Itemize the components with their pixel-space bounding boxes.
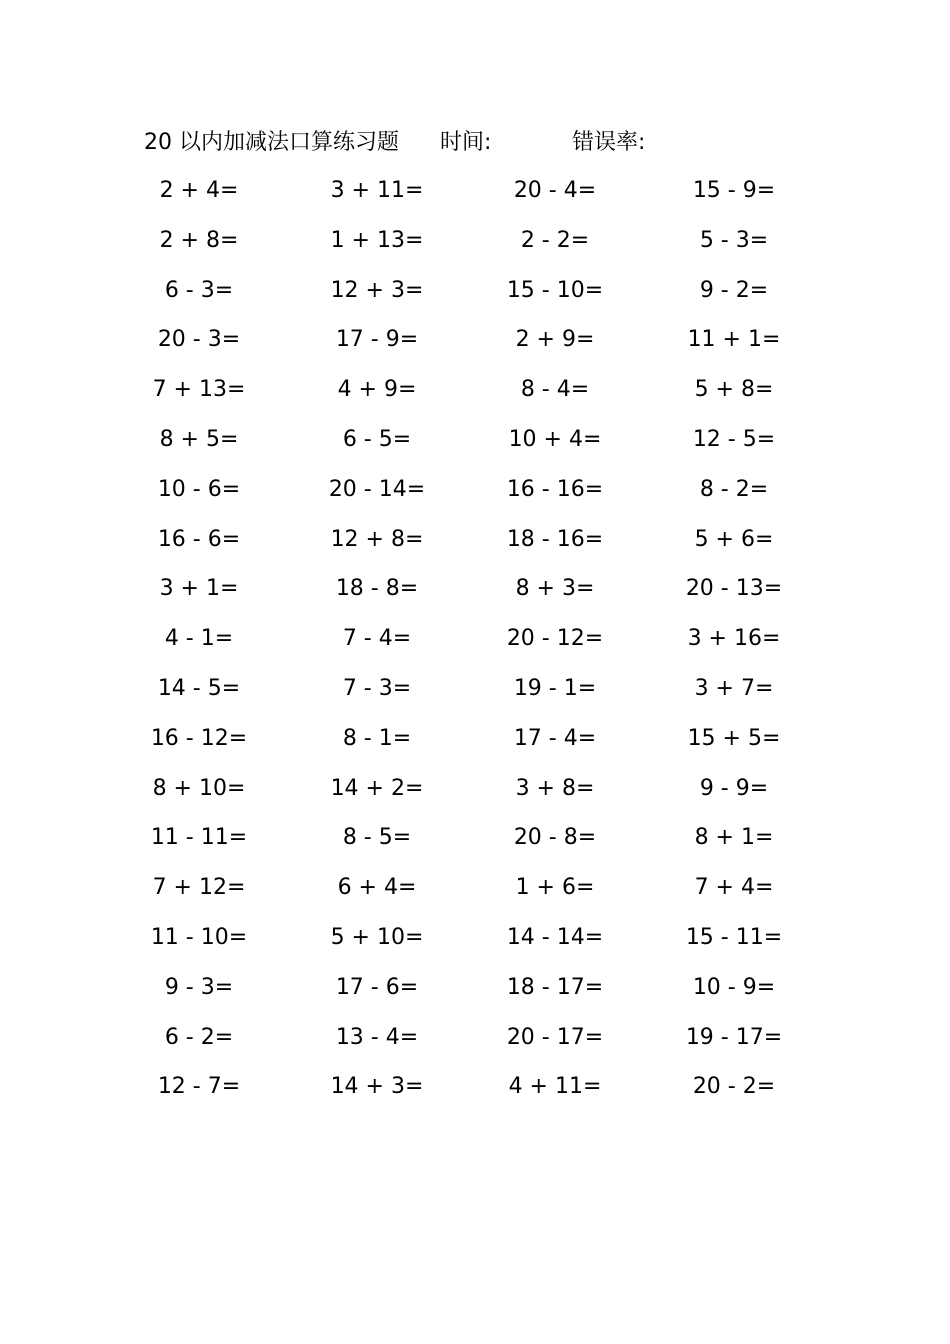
arithmetic-problem: 8 + 3=: [515, 576, 595, 601]
arithmetic-problem: 2 + 9=: [515, 327, 595, 352]
arithmetic-problem: 6 - 2=: [164, 1025, 234, 1050]
arithmetic-problem: 7 - 3=: [342, 676, 412, 701]
arithmetic-problem: 8 - 5=: [342, 825, 412, 850]
arithmetic-problem: 3 + 8=: [515, 776, 595, 801]
arithmetic-problem: 4 + 11=: [508, 1074, 602, 1099]
arithmetic-problem: 8 - 2=: [699, 477, 769, 502]
arithmetic-problem: 1 + 6=: [515, 875, 595, 900]
arithmetic-problem: 14 + 2=: [330, 776, 424, 801]
arithmetic-problem: 17 - 4=: [513, 726, 597, 751]
arithmetic-problem: 6 - 3=: [164, 278, 234, 303]
arithmetic-problem: 5 + 6=: [694, 527, 774, 552]
arithmetic-problem: 18 - 8=: [335, 576, 419, 601]
arithmetic-problem: 10 - 9=: [692, 975, 776, 1000]
arithmetic-problem: 20 - 13=: [685, 576, 783, 601]
arithmetic-problem: 17 - 9=: [335, 327, 419, 352]
arithmetic-problem: 11 - 11=: [150, 825, 248, 850]
arithmetic-problem: 3 + 1=: [159, 576, 239, 601]
arithmetic-problem: 10 - 6=: [157, 477, 241, 502]
arithmetic-problem: 15 - 10=: [506, 278, 604, 303]
arithmetic-problem: 14 - 5=: [157, 676, 241, 701]
arithmetic-problem: 18 - 17=: [506, 975, 604, 1000]
arithmetic-problem: 13 - 4=: [335, 1025, 419, 1050]
arithmetic-problem: 20 - 12=: [506, 626, 604, 651]
arithmetic-problem: 5 + 10=: [330, 925, 424, 950]
arithmetic-problem: 2 + 4=: [159, 178, 239, 203]
arithmetic-problem: 12 - 5=: [692, 427, 776, 452]
time-label: 时间:: [440, 130, 492, 155]
arithmetic-problem: 3 + 16=: [687, 626, 781, 651]
arithmetic-problem: 7 + 12=: [152, 875, 246, 900]
arithmetic-problem: 5 - 3=: [699, 228, 769, 253]
arithmetic-problem: 8 + 1=: [694, 825, 774, 850]
worksheet-title: 20 以内加减法口算练习题: [144, 130, 399, 155]
arithmetic-problem: 1 + 13=: [330, 228, 424, 253]
arithmetic-problem: 18 - 16=: [506, 527, 604, 552]
arithmetic-problem: 8 + 10=: [152, 776, 246, 801]
arithmetic-problem: 19 - 17=: [685, 1025, 783, 1050]
arithmetic-problem: 3 + 11=: [330, 178, 424, 203]
arithmetic-problem: 12 + 3=: [330, 278, 424, 303]
arithmetic-problem: 15 - 9=: [692, 178, 776, 203]
arithmetic-problem: 3 + 7=: [694, 676, 774, 701]
arithmetic-problem: 14 - 14=: [506, 925, 604, 950]
arithmetic-problem: 20 - 4=: [513, 178, 597, 203]
arithmetic-problem: 16 - 12=: [150, 726, 248, 751]
arithmetic-problem: 4 - 1=: [164, 626, 234, 651]
arithmetic-problem: 8 - 1=: [342, 726, 412, 751]
error-rate-label: 错误率:: [572, 130, 646, 155]
arithmetic-problem: 19 - 1=: [513, 676, 597, 701]
arithmetic-problem: 15 + 5=: [687, 726, 781, 751]
arithmetic-problem: 9 - 2=: [699, 278, 769, 303]
arithmetic-problem: 16 - 6=: [157, 527, 241, 552]
arithmetic-problem: 5 + 8=: [694, 377, 774, 402]
arithmetic-problem: 12 - 7=: [157, 1074, 241, 1099]
arithmetic-problem: 10 + 4=: [508, 427, 602, 452]
arithmetic-problem: 16 - 16=: [506, 477, 604, 502]
arithmetic-problem: 20 - 14=: [328, 477, 426, 502]
arithmetic-problem: 17 - 6=: [335, 975, 419, 1000]
arithmetic-problem: 11 + 1=: [687, 327, 781, 352]
arithmetic-problem: 20 - 3=: [157, 327, 241, 352]
arithmetic-problem: 9 - 3=: [164, 975, 234, 1000]
arithmetic-problem: 14 + 3=: [330, 1074, 424, 1099]
arithmetic-problem: 20 - 17=: [506, 1025, 604, 1050]
arithmetic-problem: 7 + 13=: [152, 377, 246, 402]
arithmetic-problem: 4 + 9=: [337, 377, 417, 402]
arithmetic-problem: 6 - 5=: [342, 427, 412, 452]
arithmetic-problem: 2 - 2=: [520, 228, 590, 253]
arithmetic-problem: 12 + 8=: [330, 527, 424, 552]
arithmetic-problem: 20 - 2=: [692, 1074, 776, 1099]
arithmetic-problem: 11 - 10=: [150, 925, 248, 950]
arithmetic-problem: 7 + 4=: [694, 875, 774, 900]
arithmetic-problem: 8 - 4=: [520, 377, 590, 402]
arithmetic-problem: 2 + 8=: [159, 228, 239, 253]
arithmetic-problem: 8 + 5=: [159, 427, 239, 452]
arithmetic-problem: 20 - 8=: [513, 825, 597, 850]
arithmetic-problem: 7 - 4=: [342, 626, 412, 651]
arithmetic-problem: 9 - 9=: [699, 776, 769, 801]
arithmetic-problem: 6 + 4=: [337, 875, 417, 900]
arithmetic-problem: 15 - 11=: [685, 925, 783, 950]
